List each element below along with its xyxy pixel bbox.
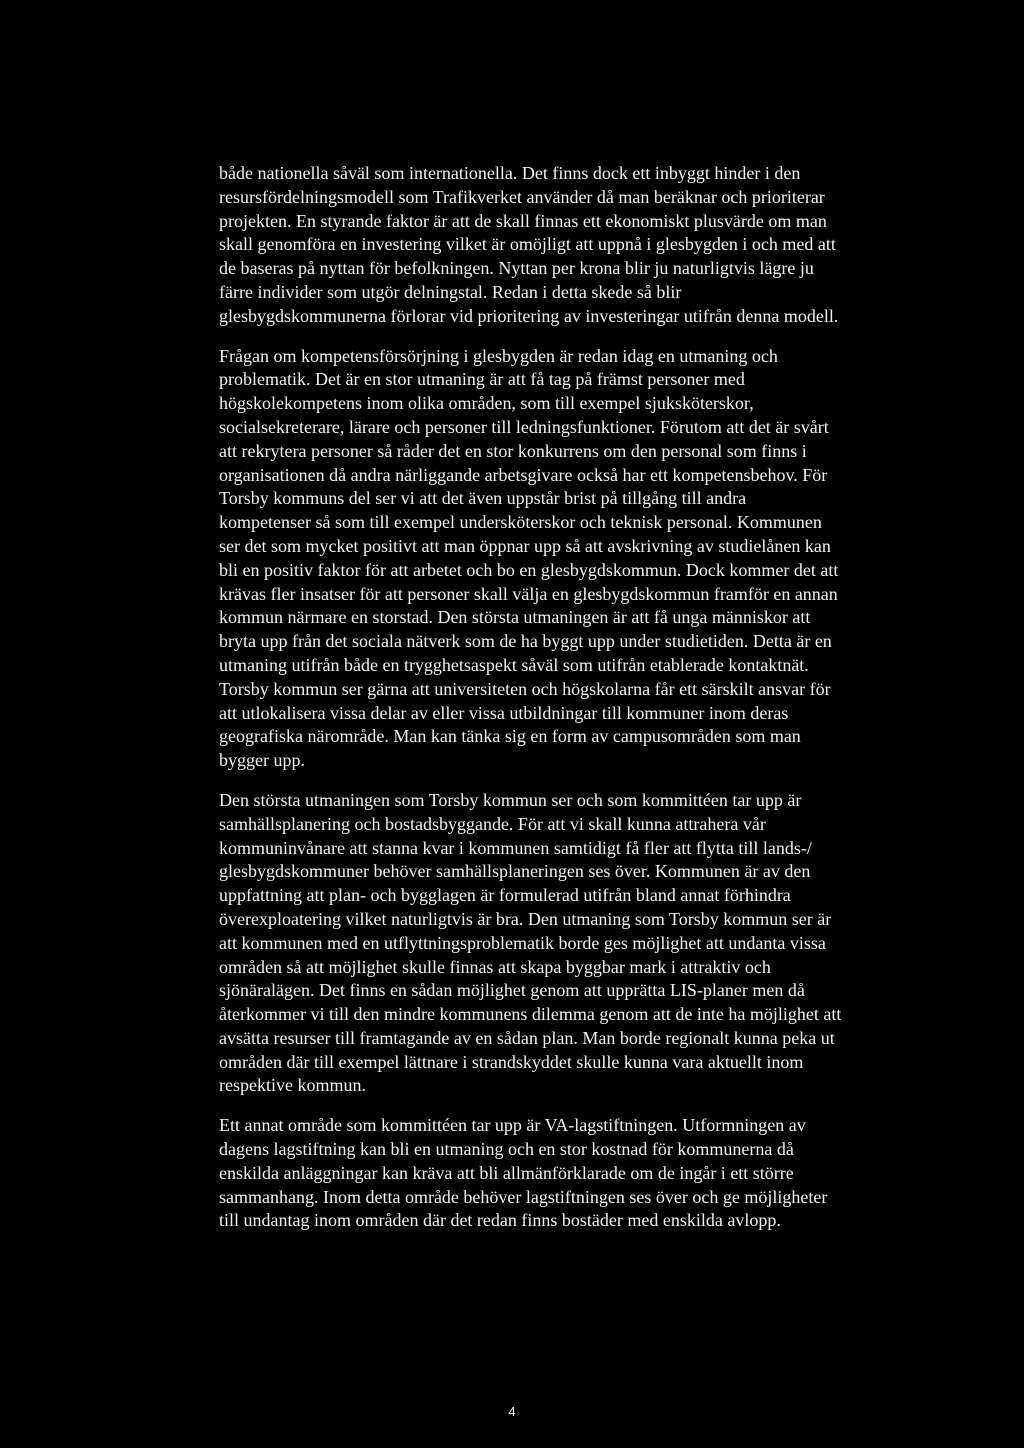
text-line: bryta upp från det sociala nätverk som de ha byggt upp under studietiden. Detta är en bbox=[219, 631, 832, 652]
text-line: Torsby kommuns del ser vi att det även uppstår brist på tillgång till andra bbox=[219, 488, 747, 509]
text-line: att kommunen med en utflyttningsproblematik borde ges möjlighet att undanta vissa bbox=[219, 932, 826, 953]
text-line: kompetenser så som till exempel undersköterskor och teknisk personal. Kommunen bbox=[219, 512, 822, 533]
text-line: utmaning utifrån både en trygghetsaspekt såväl som utifrån etablerade kontaktnät. bbox=[219, 654, 809, 675]
text-line: kommun närmare en storstad. Den största utmaningen är att få unga människor att bbox=[219, 607, 811, 628]
text-line: glesbygdskommunerna förlorar vid prioritering av investeringar utifrån denna modell. bbox=[219, 305, 839, 326]
text-line: glesbygdskommuner behöver samhällsplaneringen ses över. Kommunen är av den bbox=[219, 861, 811, 882]
text-line: krävas fler insatser för att personer skall välja en glesbygdskommun framför en annan bbox=[219, 583, 838, 604]
text-line: resursfördelningsmodell som Trafikverket använder då man beräknar och prioriterar bbox=[219, 186, 825, 207]
paragraph bbox=[219, 162, 919, 329]
text-line: kommuninvånare att stanna kvar i kommunen samtidigt få fler att flytta till lands-/ bbox=[219, 837, 812, 858]
text-line: avsätta resurser till framtagande av en sådan plan. Man borde regionalt kunna peka ut bbox=[219, 1027, 835, 1048]
text-line: dagens lagstiftning kan bli en utmaning och en stor kostnad för kommunerna då bbox=[219, 1139, 794, 1160]
document-body bbox=[219, 162, 919, 1249]
text-line: områden där till exempel lättnare i strandskyddet skulle kunna vara aktuellt inom bbox=[219, 1051, 804, 1072]
text-line: bygger upp. bbox=[219, 750, 305, 771]
text-line: områden så att möjlighet skulle finnas att skapa byggbar mark i attraktiv och bbox=[219, 956, 771, 977]
text-line: Frågan om kompetensförsörjning i glesbygden är redan idag en utmaning och bbox=[219, 345, 778, 366]
text-line: överexploatering vilket naturligtvis är bra. Den utmaning som Torsby kommun ser är bbox=[219, 908, 832, 929]
text-line: Ett annat område som kommittéen tar upp är VA-lagstiftningen. Utformningen av bbox=[219, 1115, 806, 1136]
text-line: högskolekompetens inom olika områden, som till exempel sjuksköterskor, bbox=[219, 393, 754, 414]
text-line: bli en positiv faktor för att arbetet och bo en glesbygdskommun. Dock kommer det att bbox=[219, 559, 839, 580]
text-line: Den största utmaningen som Torsby kommun ser och som kommittéen tar upp är bbox=[219, 789, 802, 810]
text-line: att rekrytera personer så råder det en stor konkurrens om den personal som finns i bbox=[219, 440, 807, 461]
text-line: respektive kommun. bbox=[219, 1075, 366, 1096]
text-line: både nationella såväl som internationella. Det finns dock ett inbyggt hinder i den bbox=[219, 163, 801, 183]
text-line: de baseras på nyttan för befolkningen. Nyttan per krona blir ju naturligtvis lägre ju bbox=[219, 258, 814, 279]
text-line: problematik. Det är en stor utmaning är att få tag på främst personer med bbox=[219, 369, 745, 390]
text-line: sammanhang. Inom detta område behöver lagstiftningen ses över och ge möjligheter bbox=[219, 1186, 828, 1207]
text-line: att utlokalisera vissa delar av eller vissa utbildningar till kommuner inom deras bbox=[219, 702, 789, 723]
text-line: geografiska närområde. Man kan tänka sig en form av campusområden som man bbox=[219, 726, 801, 747]
text-line: till undantag inom områden där det redan finns bostäder med enskilda avlopp. bbox=[219, 1210, 781, 1231]
text-line: skall genomföra en investering vilket är omöjligt att uppnå i glesbygden i och med att bbox=[219, 234, 836, 255]
page-number: 4 bbox=[508, 1404, 516, 1419]
text-line: organisationen då andra närliggande arbetsgivare också har ett kompetensbehov. För bbox=[219, 464, 828, 485]
text-line: Torsby kommun ser gärna att universiteten och högskolarna får ett särskilt ansvar för bbox=[219, 678, 831, 699]
text-line: uppfattning att plan- och bygglagen är formulerad utifrån bland annat förhindra bbox=[219, 885, 791, 906]
paragraph bbox=[219, 789, 919, 1098]
text-line: projekten. En styrande faktor är att de skall finnas ett ekonomiskt plusvärde om man bbox=[219, 210, 827, 231]
text-line: återkommer vi till den mindre kommunens dilemma genom att de inte ha möjlighet att bbox=[219, 1004, 842, 1025]
text-line: samhällsplanering och bostadsbyggande. För att vi skall kunna attrahera vår bbox=[219, 813, 766, 834]
text-line: sjönäralägen. Det finns en sådan möjlighet genom att upprätta LIS-planer men då bbox=[219, 980, 805, 1001]
text-line: färre individer som utgör delningstal. Redan i detta skede så blir bbox=[219, 281, 682, 302]
paragraph bbox=[219, 1114, 919, 1233]
text-line: socialsekreterare, lärare och personer till ledningsfunktioner. Förutom att det är svårt bbox=[219, 416, 829, 437]
text-line: enskilda anläggningar kan kräva att bli allmänförklarade om de ingår i ett större bbox=[219, 1162, 794, 1183]
paragraph bbox=[219, 345, 919, 773]
text-line: ser det som mycket positivt att man öppnar upp så att avskrivning av studielånen kan bbox=[219, 535, 831, 556]
